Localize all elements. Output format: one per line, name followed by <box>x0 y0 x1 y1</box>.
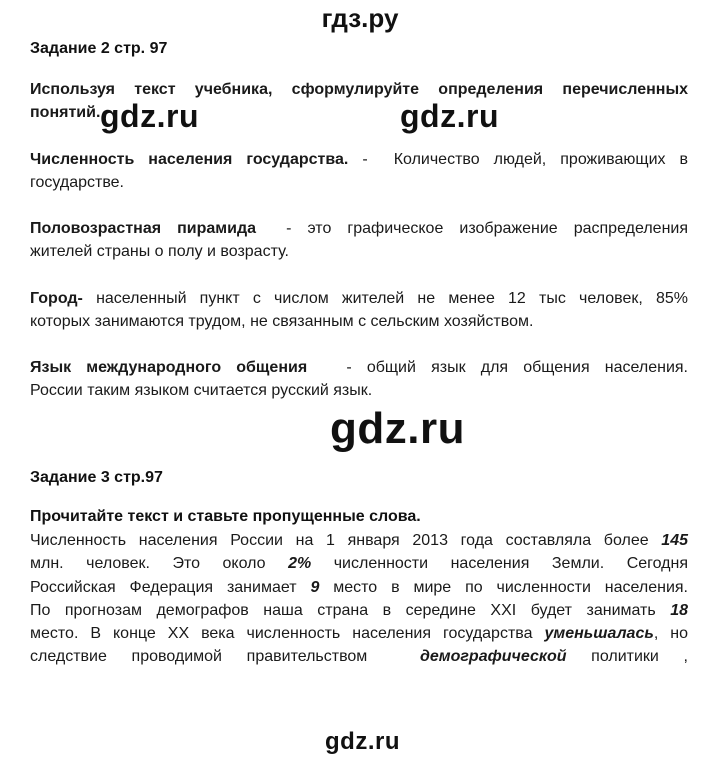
definition-text: населенный пункт с числом жителей не менее 12 тыс человек, 85% <box>96 290 688 307</box>
definition-city <box>30 287 688 333</box>
task3-heading: Задание 3 стр.97 <box>30 469 163 486</box>
text-segment: Российская Федерация занимает <box>30 578 311 596</box>
definition-line <box>30 217 688 240</box>
task3-text <box>30 529 688 669</box>
text-segment: млн. человек. Это около <box>30 555 289 573</box>
definition-term: Язык международного общения <box>30 359 308 376</box>
definition-pyramid <box>30 217 688 263</box>
definition-text: общий язык для общения населения. <box>366 359 688 376</box>
definition-population <box>30 148 688 194</box>
answer: демографической <box>419 648 567 666</box>
text-segment: следствие проводимой правительством <box>30 648 392 666</box>
definition-line: государстве. <box>30 174 124 191</box>
text-segment: политики , <box>566 648 688 666</box>
definition-line <box>30 148 688 171</box>
instruction-line: понятий. <box>30 104 101 121</box>
separator <box>83 290 96 307</box>
definition-line: России таким языком считается русский язык. <box>30 382 373 399</box>
definition-line: жителей страны о полу и возрасту. <box>30 243 289 260</box>
separator: - <box>270 220 308 237</box>
definition-line: которых занимаются трудом, не связанным с сельским хозяйством. <box>30 313 534 330</box>
answer: 2% <box>288 555 312 573</box>
separator: - <box>348 151 382 168</box>
text-line <box>30 552 688 575</box>
task2-heading: Задание 2 стр. 97 <box>30 40 168 57</box>
definition-term: Численность населения государства. <box>30 151 349 168</box>
text-line <box>30 576 688 599</box>
text-line <box>30 599 688 622</box>
text-line <box>30 529 688 552</box>
definition-line <box>30 287 688 310</box>
text-segment: По прогнозам демографов наша страна в середине XXI будет занимать <box>30 601 671 619</box>
answer: 18 <box>670 601 688 619</box>
definition-term: Город- <box>30 290 83 307</box>
task3-instruction: Прочитайте текст и ставьте пропущенные слова. <box>30 508 421 525</box>
definition-line <box>30 356 688 379</box>
watermark: gdz.ru <box>325 728 400 755</box>
answer: 9 <box>310 578 320 596</box>
text-segment: численности населения Земли. Сегодня <box>311 555 689 573</box>
text-segment: место. В конце XX века численность населения государства <box>30 625 545 643</box>
definition-text: это графическое изображение распределения <box>307 220 688 237</box>
answer: уменьшалась <box>544 625 654 643</box>
definition-text: Количество людей, проживающих в <box>393 151 689 168</box>
answer: 145 <box>661 532 688 549</box>
site-title: гдз.ру <box>321 3 399 33</box>
text-segment: место в мире по численности населения. <box>319 578 688 596</box>
watermark: gdz.ru <box>330 404 465 453</box>
watermark: gdz.ru <box>400 98 499 134</box>
watermark: gdz.ru <box>100 98 199 134</box>
text-line <box>30 622 688 645</box>
definition-language <box>30 356 688 402</box>
text-line <box>30 645 688 668</box>
text-segment: Численность населения России на 1 января 2013 года составляла более <box>30 532 662 549</box>
text-segment: , но <box>653 625 689 643</box>
definition-term: Половозрастная пирамида <box>30 220 257 237</box>
instruction-line: Используя текст учебника, сформулируйте определения перечисленных <box>30 81 688 98</box>
separator: - <box>331 359 367 376</box>
